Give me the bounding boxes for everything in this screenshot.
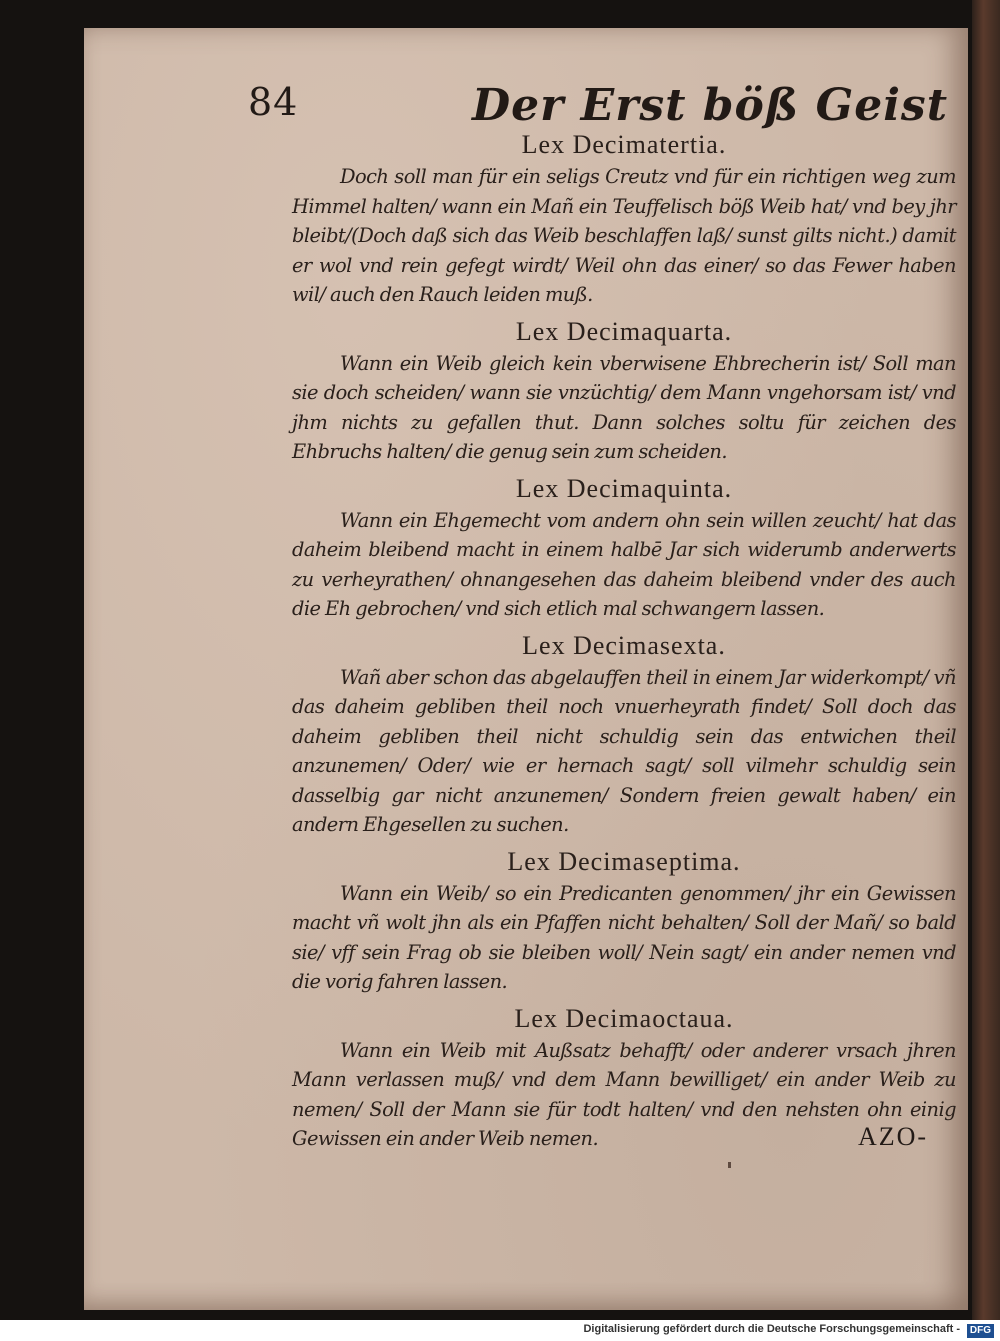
section-decimaoctaua: [292, 1002, 956, 1154]
catchword: AZO-: [858, 1122, 929, 1151]
funding-credit: Digitalisierung gefördert durch die Deutsche Forschungsgemeinschaft -: [583, 1323, 960, 1335]
section-decimaseptima: [292, 845, 956, 997]
section-heading: Lex Decimatertia.: [521, 130, 727, 159]
section-decimaquarta: [292, 315, 956, 467]
section-paragraph: Wann ein Weib mit Außsatz behafft/ oder anderer vrsach jhren Mann verlassen muß/ vnd dem Mann bewilliget/ ein ander Weib zu nemen/ Soll der Mann sie für todt halten/ vnd den nehsten ohn einig Gewissen ein ander Weib nemen.: [292, 1038, 956, 1150]
section-paragraph: Wann ein Weib/ so ein Predicanten genommen/ jhr ein Gewissen macht vñ wolt jhn als ein Pfaffen nicht behalten/ Soll der Mañ/ so bald sie/ vff sein Frag ob sie bleiben woll/ Nein sagt/ ein ander nemen vnd die vorig fahren lassen.: [292, 881, 956, 993]
section-decimaquinta: [292, 472, 956, 624]
section-decimasexta: [292, 629, 956, 840]
section-heading: Lex Decimasexta.: [522, 630, 726, 660]
text-block: [292, 128, 956, 1159]
section-paragraph: Wann ein Weib gleich kein vberwisene Ehbrecherin ist/ Soll man sie doch scheiden/ wann sie vnzüchtig/ dem Mann vngehorsam ist/ vnd jhm nichts zu gefallen thut. Dann solches soltu für zeichen des Ehbruchs halten/ die genug sein zum scheiden.: [292, 351, 956, 463]
page-number: 84: [248, 80, 299, 124]
section-paragraph: Doch soll man für ein seligs Creutz vnd für ein richtigen weg zum Himmel halten/ wann ein Mañ ein Teuffelisch böß Weib hat/ vnd bey jhr bleibt/(Doch daß sich das Weib beschlaffen laß/ sunst gilts nicht.) damit er wol vnd rein gefegt wirdt/ Weil ohn das einer/ so das Fewer haben wil/ auch den Rauch leiden muß.: [292, 165, 956, 306]
section-paragraph: Wañ aber schon das abgelauffen theil in einem Jar widerkompt/ vñ das daheim gebliben theil noch vnuerheyrath findet/ Soll doch das daheim gebliben theil nicht schuldig sein das entwichen theil anzunemen/ Oder/ wie er hernach sagt/ soll vilmehr schuldig sein dasselbig gar nicht anzunemen/ Sondern freien gewalt haben/ ein andern Ehgesellen zu suchen.: [292, 665, 956, 836]
book-spine-edge: [972, 0, 1000, 1320]
dfg-logo: DFG: [967, 1324, 994, 1338]
section-paragraph: Wann ein Ehgemecht vom andern ohn sein willen zeucht/ hat das daheim bleibend macht in einem halbē Jar sich widerumb anderwerts zu verheyrathen/ ohnangesehen das daheim bleibend vnder des auch die Eh gebrochen/ vnd sich etlich mal schwangern lassen.: [292, 508, 956, 620]
digitization-footer: [0, 1322, 1000, 1341]
section-heading: Lex Decimaoctaua.: [514, 1003, 734, 1033]
ink-speck: [728, 1162, 731, 1168]
running-head: Der Erst böß Geist: [472, 80, 949, 131]
section-heading: Lex Decimaquinta.: [515, 473, 733, 503]
section-heading: Lex Decimaseptima.: [507, 846, 741, 876]
section-decimatertia: [292, 128, 956, 310]
section-heading: Lex Decimaquarta.: [515, 316, 733, 346]
